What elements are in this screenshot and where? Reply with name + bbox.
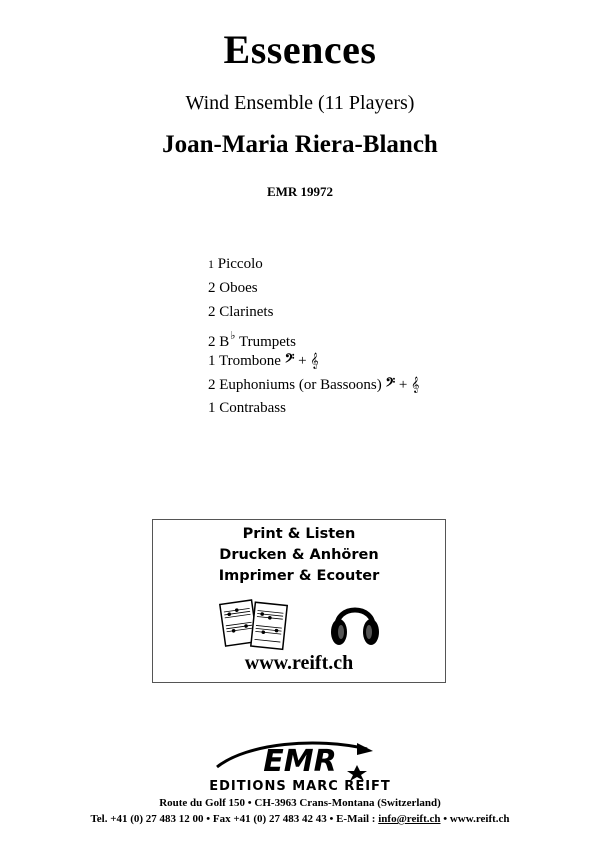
promo-line-fr: Imprimer & Ecouter bbox=[218, 568, 380, 584]
contact-website[interactable]: • www.reift.ch bbox=[440, 813, 510, 825]
contact-email-link[interactable]: info@reift.ch bbox=[378, 813, 441, 825]
print-listen-box bbox=[152, 519, 446, 683]
instrument-qty: 1 bbox=[208, 257, 214, 271]
instrument-qty: 2 bbox=[208, 304, 216, 320]
treble-clef-icon: 𝄞 bbox=[310, 353, 319, 369]
instrument-name: Oboes bbox=[219, 280, 258, 296]
sheet-music-icon bbox=[219, 596, 295, 654]
instrument-name: Clarinets bbox=[219, 304, 274, 320]
instrument-name: Piccolo bbox=[217, 256, 263, 272]
instrument-item bbox=[208, 396, 419, 420]
publisher-address: Route du Golf 150 • CH-3963 Crans-Montana (Switzerland) bbox=[159, 797, 441, 809]
instrument-qty: 2 bbox=[208, 280, 216, 296]
instrument-key: B bbox=[219, 334, 230, 350]
promo-line-en: Print & Listen bbox=[242, 526, 356, 542]
instrumentation-list bbox=[208, 252, 419, 420]
instrument-qty: 1 bbox=[208, 353, 216, 369]
instrument-item bbox=[208, 252, 419, 276]
publisher-contact bbox=[0, 813, 600, 825]
headphones-icon bbox=[329, 594, 381, 650]
instrument-item bbox=[208, 300, 419, 324]
instrument-qty: 2 bbox=[208, 334, 216, 350]
subtitle: Wind Ensemble (11 Players) bbox=[185, 92, 415, 114]
instrument-item bbox=[208, 324, 419, 348]
instrument-qty: 2 bbox=[208, 377, 216, 393]
logo-text: EMR bbox=[263, 744, 337, 779]
composer: Joan-Maria Riera-Blanch bbox=[162, 131, 438, 158]
title: Essences bbox=[223, 27, 377, 72]
flat-sign: ♭ bbox=[230, 330, 236, 342]
instrument-name: Trumpets bbox=[238, 334, 296, 350]
promo-line-de: Drucken & Anhören bbox=[219, 547, 379, 563]
instrument-qty: 1 bbox=[208, 400, 216, 416]
instrument-item bbox=[208, 372, 419, 396]
catalog-number: EMR 19972 bbox=[266, 184, 334, 199]
plus-sign: + bbox=[398, 377, 408, 393]
instrument-item bbox=[208, 348, 419, 372]
instrument-name: Euphoniums (or Bassoons) bbox=[219, 377, 382, 393]
plus-sign: + bbox=[298, 353, 307, 369]
instrument-item bbox=[208, 276, 419, 300]
emr-logo bbox=[207, 737, 393, 781]
instrument-name: Contrabass bbox=[219, 400, 286, 416]
publisher-name: EDITIONS MARC REIFT bbox=[209, 779, 391, 794]
promo-url[interactable]: www.reift.ch bbox=[244, 652, 354, 674]
bass-clef-icon: 𝄢 bbox=[284, 351, 295, 369]
bass-clef-icon: 𝄢 bbox=[385, 375, 396, 393]
instrument-name: Trombone bbox=[218, 353, 281, 369]
treble-clef-icon: 𝄞 bbox=[411, 377, 420, 393]
contact-phone-fax: Tel. +41 (0) 27 483 12 00 • Fax +41 (0) 27 483 42 43 • E-Mail : bbox=[90, 813, 379, 825]
